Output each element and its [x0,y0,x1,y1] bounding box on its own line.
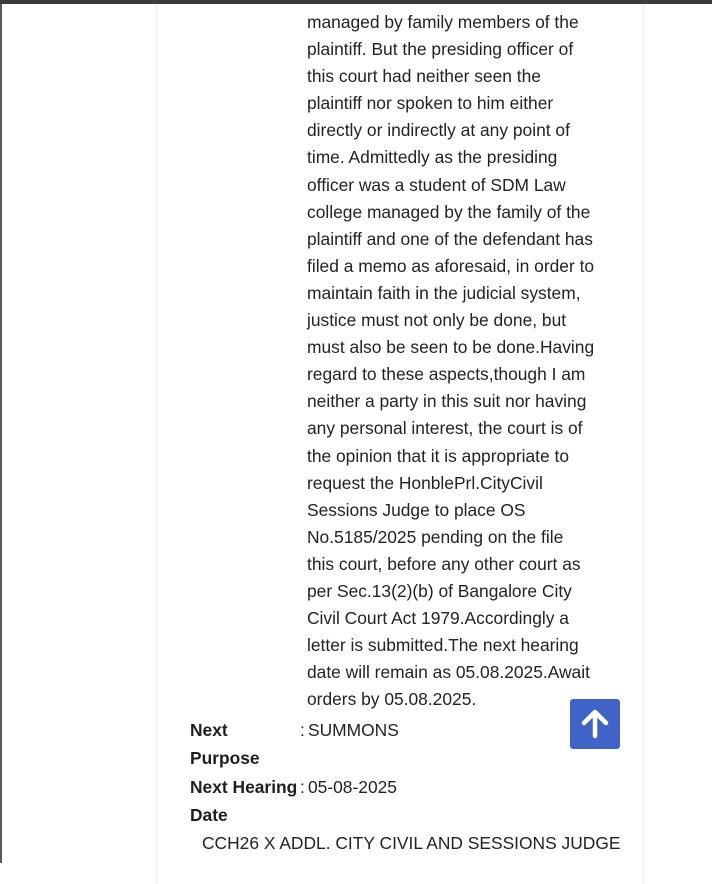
next-purpose-colon: : [300,720,305,740]
next-purpose-label-line1: Next [190,720,228,740]
next-hearing-value: 05-08-2025 [308,777,397,797]
next-hearing-colon: : [300,777,305,797]
next-purpose-value: SUMMONS [308,720,399,740]
order-line: letter is submitted.The next hearing [307,635,579,656]
order-line: regard to these aspects,though I am [307,364,586,385]
order-line: date will remain as 05.08.2025.Await [307,662,590,683]
order-line: this court had neither seen the [307,66,541,87]
order-line: neither a party in this suit nor having [307,391,587,412]
order-line: directly or indirectly at any point of [307,120,570,141]
order-line: any personal interest, the court is of [307,418,583,439]
order-line: plaintiff nor spoken to him either [307,93,554,114]
order-line: filed a memo as aforesaid, in order to [307,255,595,276]
left-edge [0,4,2,863]
next-hearing-label [190,773,302,829]
next-hearing-label-line2: Date [190,805,228,825]
court-name: CCH26 X ADDL. CITY CIVIL AND SESSIONS JUDGE [202,833,621,853]
order-line: Sessions Judge to place OS [307,499,526,520]
next-purpose-label-line2: Purpose [190,748,260,768]
order-line: time. Admittedly as the presiding [307,147,558,168]
next-purpose-label [190,716,302,772]
order-line: officer was a student of SDM Law [307,174,566,195]
order-line: managed by family members of the [307,12,579,32]
order-line: the opinion that it is appropriate to [307,445,569,466]
order-line: must also be seen to be done.Having [307,337,595,358]
order-line: this court, before any other court as [307,553,581,574]
order-line: request the HonblePrl.CityCivil [307,472,543,493]
order-line: college managed by the family of the [307,201,591,222]
order-line: per Sec.13(2)(b) of Bangalore City [307,580,572,601]
order-line: No.5185/2025 pending on the file [307,526,564,547]
order-line: plaintiff and one of the defendant has [307,228,593,249]
order-text [307,9,625,713]
scroll-to-top-button[interactable] [570,699,620,749]
arrow-up-icon [580,709,610,739]
order-line: plaintiff. But the presiding officer of [307,39,574,60]
next-hearing-label-line1: Next Hearing [190,777,298,797]
order-line: justice must not only be done, but [307,310,567,331]
order-line: orders by 05.08.2025. [307,689,477,710]
order-line: Civil Court Act 1979.Accordingly a [307,608,569,629]
order-line: maintain faith in the judicial system, [307,282,581,303]
